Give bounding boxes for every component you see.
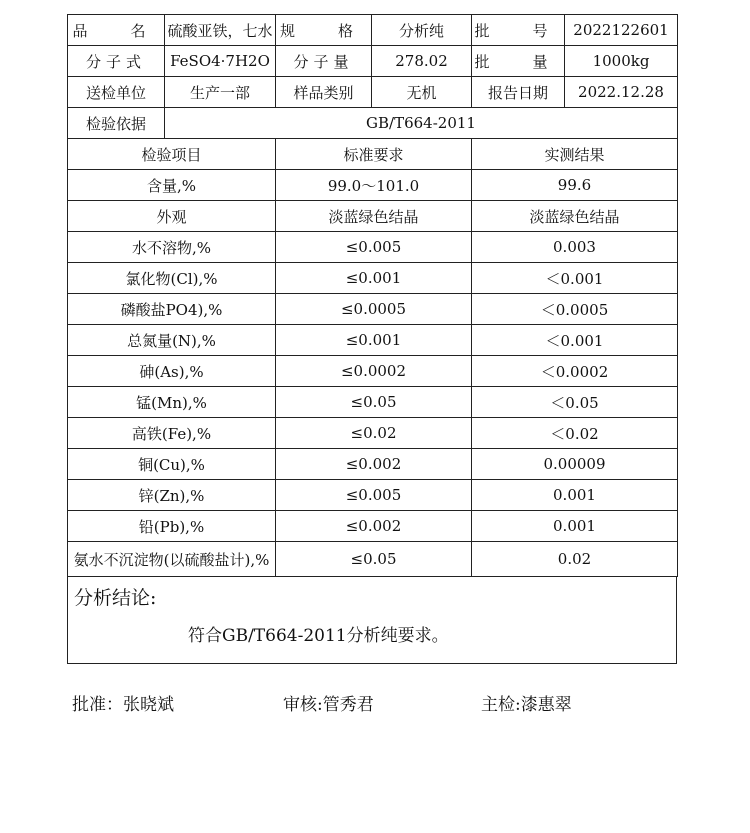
col-item-header: 检验项目 xyxy=(68,139,276,170)
row-item: 氨水不沉淀物(以硫酸盐计),% xyxy=(68,542,276,577)
date-label: 报告日期 xyxy=(472,77,565,108)
row-result: 0.02 xyxy=(472,542,678,577)
row-standard: ≤0.0005 xyxy=(276,294,472,325)
table-row xyxy=(68,387,678,418)
table-row xyxy=(68,356,678,387)
header-row-basis xyxy=(68,108,678,139)
row-standard: ≤0.005 xyxy=(276,480,472,511)
inspector-signature: 主检:漆惠翠 xyxy=(481,695,572,715)
row-item: 含量,% xyxy=(68,170,276,201)
row-result: ＜0.001 xyxy=(472,263,678,294)
header-row-dept xyxy=(68,77,678,108)
row-standard: ≤0.001 xyxy=(276,263,472,294)
row-result: ＜0.001 xyxy=(472,325,678,356)
report-table xyxy=(67,14,678,577)
mw-value: 278.02 xyxy=(372,46,472,77)
conclusion-title: 分析结论: xyxy=(74,587,157,609)
table-row xyxy=(68,325,678,356)
row-standard: ≤0.05 xyxy=(276,387,472,418)
table-row xyxy=(68,294,678,325)
table-row xyxy=(68,418,678,449)
qty-value: 1000kg xyxy=(565,46,678,77)
row-result: 0.001 xyxy=(472,511,678,542)
row-item: 高铁(Fe),% xyxy=(68,418,276,449)
product-label: 品 名 xyxy=(68,15,165,46)
row-result: 0.00009 xyxy=(472,449,678,480)
row-standard: 淡蓝绿色结晶 xyxy=(276,201,472,232)
col-result-header: 实测结果 xyxy=(472,139,678,170)
basis-label: 检验依据 xyxy=(68,108,165,139)
table-row xyxy=(68,201,678,232)
table-row xyxy=(68,170,678,201)
table-row xyxy=(68,449,678,480)
table-row xyxy=(68,263,678,294)
formula-value: FeSO4·7H2O xyxy=(165,46,276,77)
row-item: 水不溶物,% xyxy=(68,232,276,263)
mw-label: 分子量 xyxy=(276,46,372,77)
row-standard: ≤0.005 xyxy=(276,232,472,263)
results-body xyxy=(68,170,678,577)
row-result: 99.6 xyxy=(472,170,678,201)
col-standard-header: 标准要求 xyxy=(276,139,472,170)
batch-value: 2022122601 xyxy=(565,15,678,46)
row-result: 0.003 xyxy=(472,232,678,263)
row-item: 铅(Pb),% xyxy=(68,511,276,542)
row-item: 铜(Cu),% xyxy=(68,449,276,480)
basis-value: GB/T664-2011 xyxy=(165,108,678,139)
category-label: 样品类别 xyxy=(276,77,372,108)
row-result: ＜0.0002 xyxy=(472,356,678,387)
row-standard: ≤0.02 xyxy=(276,418,472,449)
inspection-report xyxy=(67,14,677,664)
table-row xyxy=(68,480,678,511)
row-standard: 99.0～101.0 xyxy=(276,170,472,201)
row-item: 砷(As),% xyxy=(68,356,276,387)
table-row xyxy=(68,511,678,542)
row-result: ＜0.02 xyxy=(472,418,678,449)
spec-label: 规 格 xyxy=(276,15,372,46)
table-row xyxy=(68,232,678,263)
row-item: 外观 xyxy=(68,201,276,232)
table-row xyxy=(68,542,678,577)
row-result: 0.001 xyxy=(472,480,678,511)
reviewer-signature: 审核:管秀君 xyxy=(283,695,374,715)
row-item: 氯化物(Cl),% xyxy=(68,263,276,294)
row-result: ＜0.0005 xyxy=(472,294,678,325)
conclusion-box xyxy=(67,577,677,664)
header-row-product xyxy=(68,15,678,46)
row-result: ＜0.05 xyxy=(472,387,678,418)
row-standard: ≤0.002 xyxy=(276,449,472,480)
row-item: 总氮量(N),% xyxy=(68,325,276,356)
row-standard: ≤0.001 xyxy=(276,325,472,356)
approver-signature: 批准：张晓斌 xyxy=(72,695,174,715)
dept-value: 生产一部 xyxy=(165,77,276,108)
date-value: 2022.12.28 xyxy=(565,77,678,108)
dept-label: 送检单位 xyxy=(68,77,165,108)
row-standard: ≤0.0002 xyxy=(276,356,472,387)
row-standard: ≤0.002 xyxy=(276,511,472,542)
qty-label: 批 量 xyxy=(472,46,565,77)
batch-label: 批 号 xyxy=(472,15,565,46)
row-result: 淡蓝绿色结晶 xyxy=(472,201,678,232)
category-value: 无机 xyxy=(372,77,472,108)
row-item: 磷酸盐PO4),% xyxy=(68,294,276,325)
header-row-formula xyxy=(68,46,678,77)
row-item: 锰(Mn),% xyxy=(68,387,276,418)
conclusion-text: 符合GB/T664-2011分析纯要求。 xyxy=(188,626,449,646)
column-header-row xyxy=(68,139,678,170)
row-item: 锌(Zn),% xyxy=(68,480,276,511)
row-standard: ≤0.05 xyxy=(276,542,472,577)
formula-label: 分子式 xyxy=(68,46,165,77)
product-value: 硫酸亚铁，七水 xyxy=(165,15,276,46)
spec-value: 分析纯 xyxy=(372,15,472,46)
